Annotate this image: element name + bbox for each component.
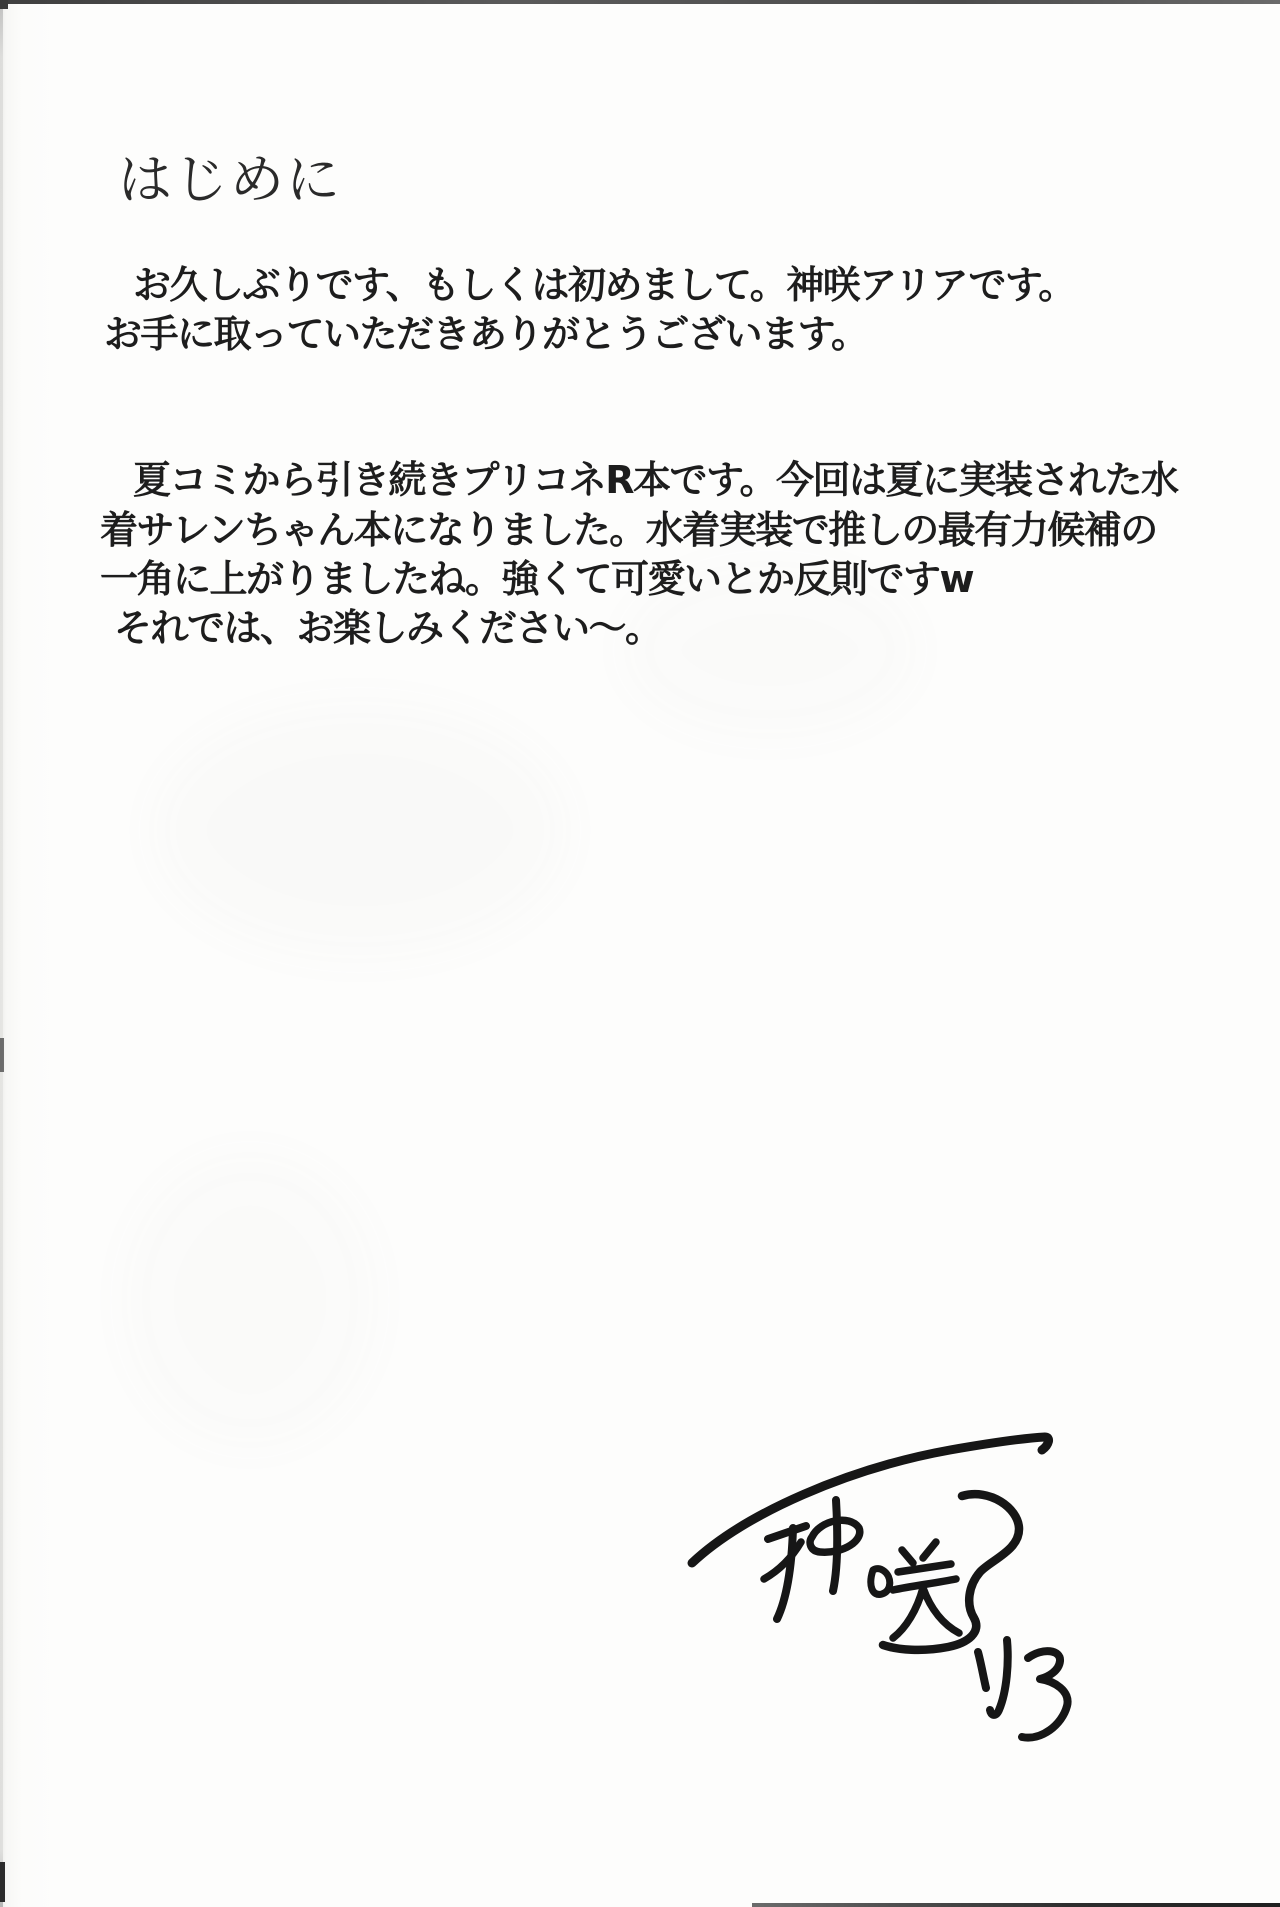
scan-edge-bottom-line	[752, 1903, 1280, 1907]
signature-ink-strokes	[650, 1400, 1150, 1800]
scan-bleedthrough-artifact	[150, 700, 570, 960]
scan-bleedthrough-artifact	[120, 1150, 380, 1450]
paragraph2-line1: 夏コミから引き続きプリコネR本です。今回は夏に実装された水	[133, 458, 1178, 502]
page-title: はじめに	[118, 148, 342, 211]
paragraph2-line3: 一角に上がりましたね。強くて可愛いとか反則ですw	[100, 557, 974, 601]
paragraph2-line2: 着サレンちゃん本になりました。水着実装で推しの最有力候補の	[100, 508, 1157, 552]
author-signature-handwritten	[650, 1400, 1150, 1800]
paragraph1-line2: お手に取っていただきありがとうございます。	[104, 312, 868, 356]
scan-edge-left-shadow	[0, 0, 3, 1907]
scan-edge-nick-bottom	[0, 1862, 5, 1902]
scan-corner-mark	[0, 0, 8, 9]
paragraph2-line4: それでは、お楽しみください～。	[114, 606, 662, 650]
scan-edge-top-line	[0, 0, 1280, 4]
scan-edge-nick-middle	[0, 1038, 4, 1072]
paragraph1-line1: お久しぶりです、もしくは初めまして。神咲アリアです。	[133, 263, 1075, 307]
